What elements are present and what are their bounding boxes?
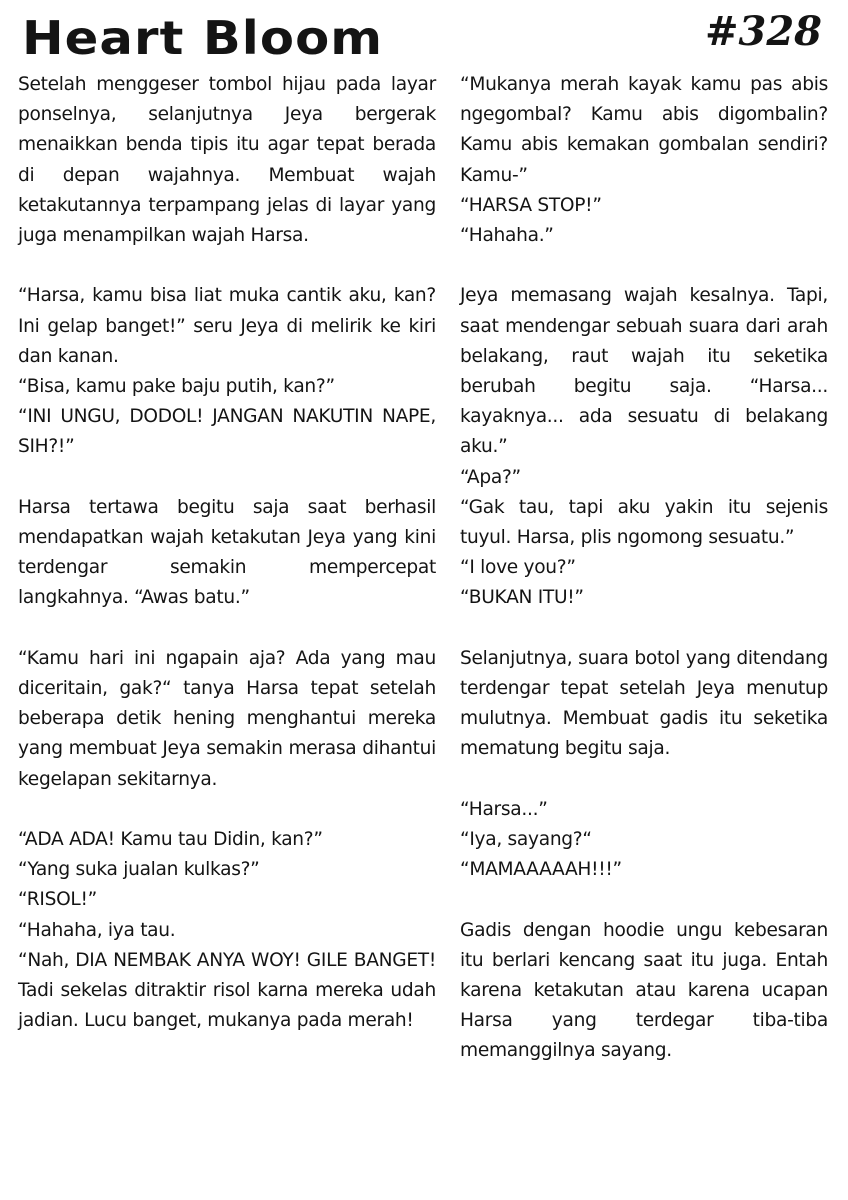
paragraph: “Hahaha, iya tau.	[18, 919, 176, 941]
paragraph: Setelah menggeser tombol hijau pada layar ponselnya, selanjutnya Jeya bergerak menaikkan benda tipis itu agar tepat berada di depan wajahnya. Membuat wajah ketakutannya terpampang jelas di layar yang juga menampilkan wajah Harsa.	[18, 74, 436, 247]
paragraph: “INI UNGU, DODOL! JANGAN NAKUTIN NAPE, SIH?!”	[18, 406, 436, 458]
paragraph: Harsa tertawa begitu saja saat berhasil mendapatkan wajah ketakutan Jeya yang kini terdengar semakin mempercepat langkahnya. “Awas batu.”	[18, 496, 436, 609]
paragraph: “MAMAAAAAH!!!”	[460, 859, 622, 881]
paragraph: “RISOL!”	[18, 889, 97, 911]
paragraph: Gadis dengan hoodie ungu kebesaran itu berlari kencang saat itu juga. Entah karena ketakutan atau karena ucapan Harsa yang terdegar tiba-tiba memanggilnya sayang.	[460, 919, 828, 1062]
paragraph: Selanjutnya, suara botol yang ditendang terdengar tepat setelah Jeya menutup mulutnya. Membuat gadis itu seketika mematung begitu saja.	[460, 647, 828, 760]
paragraph: “Yang suka jualan kulkas?”	[18, 859, 260, 881]
issue-number: #328	[704, 8, 822, 55]
paragraph: “Gak tau, tapi aku yakin itu sejenis tuyul. Harsa, plis ngomong sesuatu.”	[460, 496, 828, 549]
left-column	[18, 70, 436, 1036]
paragraph: “Apa?”	[460, 466, 521, 488]
page-title: Heart Bloom	[22, 11, 384, 65]
paragraph: “I love you?”	[460, 557, 576, 579]
paragraph: “Kamu hari ini ngapain aja? Ada yang mau diceritain, gak?“ tanya Harsa tepat setelah beberapa detik hening menghantui mereka yang membuat Jeya semakin merasa dihantui kegelapan sekitarnya.	[18, 647, 436, 790]
paragraph: “ADA ADA! Kamu tau Didin, kan?”	[18, 829, 323, 851]
paragraph: Jeya memasang wajah kesalnya. Tapi, saat mendengar sebuah suara dari arah belakang, raut wajah itu seketika berubah begitu saja. “Harsa... kayaknya... ada sesuatu di belakang aku.”	[460, 285, 828, 458]
paragraph: “Harsa, kamu bisa liat muka cantik aku, kan? Ini gelap banget!” seru Jeya di melirik ke kiri dan kanan.	[18, 285, 436, 367]
paragraph: “Hahaha.”	[460, 225, 554, 247]
paragraph: “BUKAN ITU!”	[460, 587, 584, 609]
paragraph: “Bisa, kamu pake baju putih, kan?”	[18, 376, 335, 398]
paragraph: “HARSA STOP!”	[460, 194, 602, 216]
right-column	[460, 70, 828, 1067]
paragraph: “Harsa...”	[460, 798, 548, 820]
paragraph: “Iya, sayang?“	[460, 829, 592, 851]
paragraph: “Mukanya merah kayak kamu pas abis ngegombal? Kamu abis digombalin? Kamu abis kemakan gombalan sendiri? Kamu-”	[460, 74, 828, 186]
paragraph: “Nah, DIA NEMBAK ANYA WOY! GILE BANGET! Tadi sekelas ditraktir risol karna mereka udah jadian. Lucu banget, mukanya pada merah!	[18, 949, 436, 1032]
